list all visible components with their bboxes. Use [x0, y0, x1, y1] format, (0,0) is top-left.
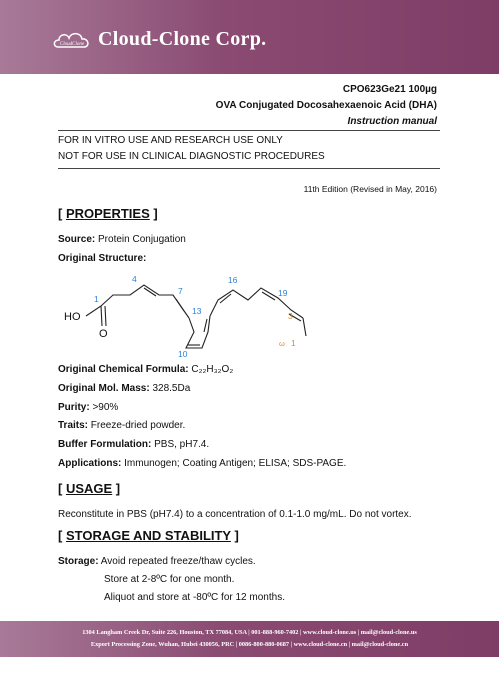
warning-line-1: FOR IN VITRO USE AND RESEARCH USE ONLY [58, 135, 283, 146]
structure-row [58, 253, 146, 264]
catalog-number: CPO623Ge21 100µg [342, 84, 437, 95]
manual-label: Instruction manual [347, 116, 437, 127]
storage-row [58, 556, 256, 567]
formula-value: C₂₂H₃₂O₂ [191, 364, 234, 375]
structure-omega-1: 1 [291, 338, 296, 348]
source-row [58, 234, 186, 245]
warning-line-2: NOT FOR USE IN CLINICAL DIAGNOSTIC PROCEDURES [58, 151, 325, 162]
source-value: Protein Conjugation [98, 234, 186, 245]
storage-line-1: Avoid repeated freeze/thaw cycles. [100, 556, 256, 567]
footer-address-cn: Export Processing Zone, Wuhan, Hubei 430056, PRC | 0086-800-880-0687 | www.cloud-clone.cn | mail@cloud-clone.cn [90, 641, 409, 648]
buffer-label: Buffer Formulation: [58, 439, 152, 450]
cloud-clone-logo-icon [52, 29, 92, 51]
section-usage-heading: [ USAGE ] [58, 481, 121, 496]
section-properties-heading: [ PROPERTIES ] [58, 206, 158, 221]
footer-address-us: 1304 Langham Creek Dr, Suite 226, Houston, TX 77084, USA | 001-888-960-7402 | www.cloud-clone.us | mail@cloud-clone.us [82, 629, 417, 636]
storage-label: Storage: [58, 556, 99, 567]
structure-o: O [99, 328, 108, 340]
formula-row [58, 364, 233, 375]
structure-num-3: 3 [288, 311, 293, 321]
structure-num-7: 7 [178, 286, 183, 296]
structure-num-16: 16 [228, 275, 238, 285]
formula-label: Original Chemical Formula: [58, 364, 189, 375]
storage-line-2: Store at 2-8ºC for one month. [104, 574, 235, 585]
source-label: Source: [58, 234, 96, 245]
storage-line-3: Aliquot and store at -80ºC for 12 months. [104, 592, 285, 603]
structure-num-1: 1 [94, 294, 99, 304]
structure-ho: HO [64, 311, 81, 323]
document-meta [216, 82, 437, 130]
product-name: OVA Conjugated Docosahexaenoic Acid (DHA) [215, 100, 437, 111]
traits-label: Traits: [58, 420, 89, 431]
divider-bottom [58, 168, 440, 169]
purity-value: >90% [92, 402, 119, 413]
traits-row [58, 420, 185, 431]
buffer-row [58, 439, 209, 450]
usage-text: Reconstitute in PBS (pH7.4) to a concentration of 0.1-1.0 mg/mL. Do not vortex. [58, 509, 412, 520]
structure-num-10: 10 [178, 349, 188, 359]
section-storage-heading: [ STORAGE AND STABILITY ] [58, 528, 239, 543]
header-band [0, 0, 499, 74]
purity-row [58, 402, 118, 413]
footer-band [0, 621, 499, 657]
structure-num-19: 19 [278, 288, 288, 298]
traits-value: Freeze-dried powder. [90, 420, 186, 431]
structure-omega: ω [279, 339, 285, 348]
structure-num-13: 13 [192, 306, 202, 316]
properties-heading-text: PROPERTIES [65, 206, 150, 221]
mass-row [58, 383, 190, 394]
dha-structure-diagram [58, 268, 318, 360]
mass-label: Original Mol. Mass: [58, 383, 150, 394]
buffer-value: PBS, pH7.4. [154, 439, 210, 450]
svg-text:CloudClone: CloudClone [59, 41, 85, 47]
brand-name: Cloud-Clone Corp. [98, 28, 267, 50]
structure-num-4: 4 [132, 274, 137, 284]
divider-top [58, 130, 440, 131]
edition-note: 11th Edition (Revised in May, 2016) [303, 184, 437, 194]
storage-heading-text: STORAGE AND STABILITY [65, 528, 231, 543]
brand-logo [52, 28, 266, 51]
applications-value: Immunogen; Coating Antigen; ELISA; SDS-PAGE. [124, 458, 347, 469]
applications-row [58, 458, 346, 469]
purity-label: Purity: [58, 402, 90, 413]
mass-value: 328.5Da [152, 383, 191, 394]
usage-heading-text: USAGE [65, 481, 113, 496]
applications-label: Applications: [58, 458, 122, 469]
usage-warning [58, 133, 325, 165]
structure-label: Original Structure: [58, 253, 147, 264]
